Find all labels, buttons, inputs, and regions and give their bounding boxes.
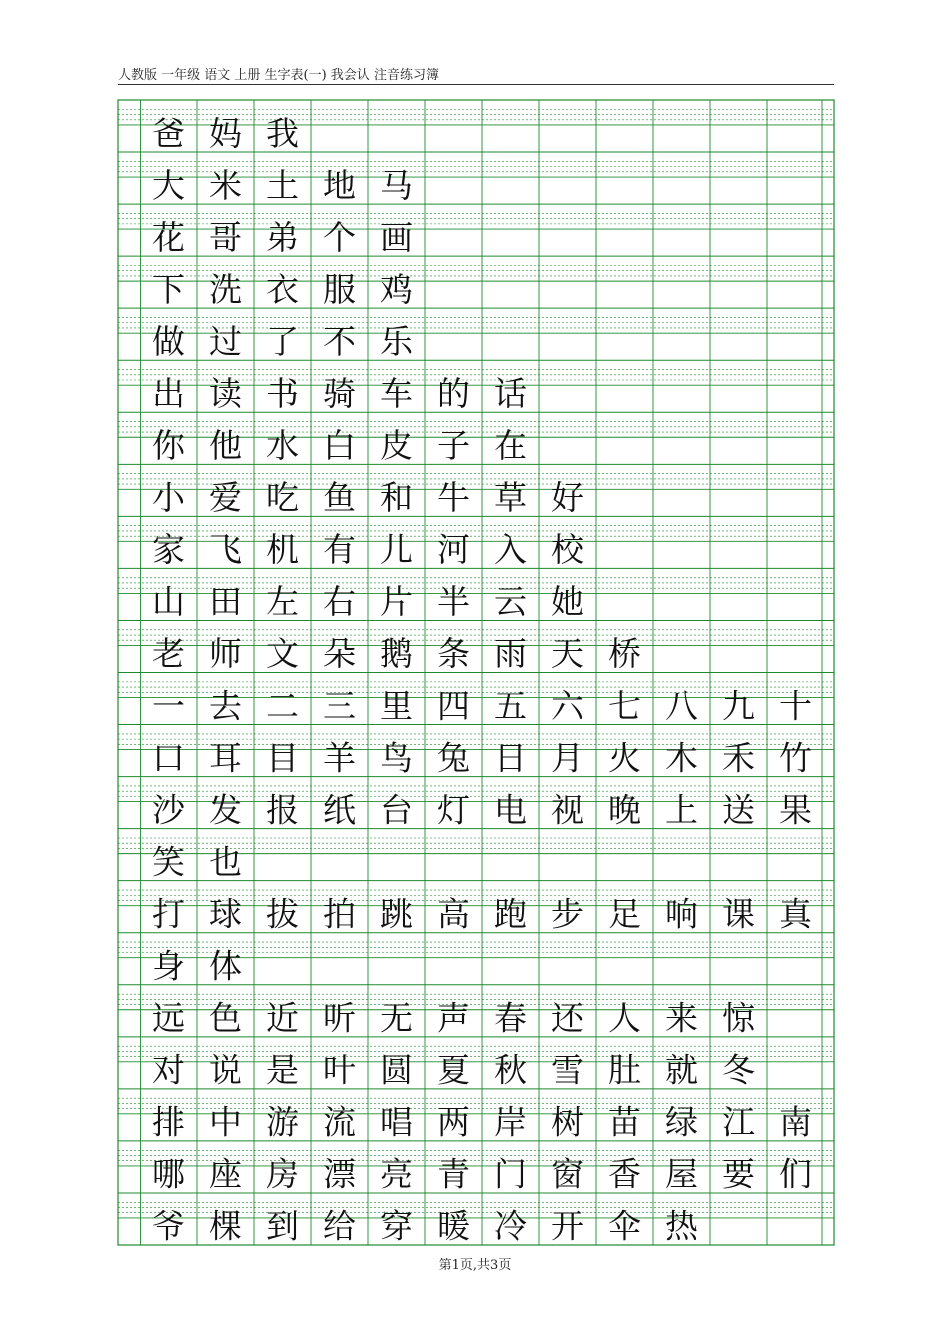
practice-character: 十 [779,686,812,726]
practice-character: 爸 [152,113,185,153]
practice-character: 爷 [152,1206,185,1246]
practice-character: 叶 [323,1050,356,1090]
practice-character: 漂 [323,1154,356,1194]
practice-character: 两 [437,1102,470,1142]
practice-character: 岸 [494,1102,527,1142]
practice-character: 拔 [266,894,299,934]
practice-character: 沙 [152,790,185,830]
practice-character: 个 [323,217,356,257]
practice-character: 报 [266,790,299,830]
practice-character: 笑 [152,842,185,882]
practice-character: 响 [665,894,698,934]
practice-character: 读 [209,373,242,413]
practice-character: 她 [551,582,584,622]
practice-character: 妈 [209,113,242,153]
practice-character: 服 [323,269,356,309]
practice-character: 入 [494,530,527,570]
practice-character: 草 [494,478,527,518]
practice-character: 家 [152,530,185,570]
practice-character: 体 [209,946,242,986]
practice-character: 棵 [209,1206,242,1246]
practice-character: 夏 [437,1050,470,1090]
practice-character: 屋 [665,1154,698,1194]
practice-character: 上 [665,790,698,830]
practice-character: 冷 [494,1206,527,1246]
practice-character: 有 [323,530,356,570]
practice-character: 惊 [722,998,755,1038]
practice-character: 雪 [551,1050,584,1090]
practice-character: 鹅 [380,634,413,674]
practice-character: 拍 [323,894,356,934]
practice-character: 出 [152,373,185,413]
practice-character: 绿 [665,1102,698,1142]
practice-character: 车 [380,373,413,413]
practice-character: 日 [494,738,527,778]
practice-character: 九 [722,686,755,726]
practice-character: 在 [494,426,527,466]
practice-character: 苗 [608,1102,641,1142]
practice-character: 南 [779,1102,812,1142]
practice-character: 桥 [608,634,641,674]
practice-character: 到 [266,1206,299,1246]
practice-character: 水 [266,426,299,466]
practice-character: 吃 [266,478,299,518]
practice-character: 台 [380,790,413,830]
practice-character: 田 [209,582,242,622]
practice-character: 八 [665,686,698,726]
practice-character: 高 [437,894,470,934]
practice-character: 飞 [209,530,242,570]
practice-character: 做 [152,321,185,361]
practice-character: 果 [779,790,812,830]
practice-character: 山 [152,582,185,622]
practice-character: 兔 [437,738,470,778]
practice-character: 不 [323,321,356,361]
practice-character: 是 [266,1050,299,1090]
practice-character: 肚 [608,1050,641,1090]
practice-character: 片 [380,582,413,622]
practice-character: 足 [608,894,641,934]
practice-character: 左 [266,582,299,622]
practice-character: 耳 [209,738,242,778]
practice-character: 冬 [722,1050,755,1090]
practice-character: 人 [608,998,641,1038]
practice-character: 春 [494,998,527,1038]
practice-character: 牛 [437,478,470,518]
practice-character: 说 [209,1050,242,1090]
practice-character: 晚 [608,790,641,830]
practice-character: 河 [437,530,470,570]
practice-character: 下 [152,269,185,309]
practice-character: 排 [152,1102,185,1142]
practice-character: 禾 [722,738,755,778]
practice-character: 火 [608,738,641,778]
practice-character: 秋 [494,1050,527,1090]
practice-character: 中 [209,1102,242,1142]
practice-character: 步 [551,894,584,934]
practice-character: 云 [494,582,527,622]
practice-character: 游 [266,1102,299,1142]
practice-character: 土 [266,165,299,205]
practice-character: 唱 [380,1102,413,1142]
practice-character: 你 [152,426,185,466]
practice-character: 纸 [323,790,356,830]
practice-character: 远 [152,998,185,1038]
practice-character: 我 [266,113,299,153]
practice-character: 七 [608,686,641,726]
practice-character: 天 [551,634,584,674]
practice-character: 热 [665,1206,698,1246]
practice-character: 爱 [209,478,242,518]
practice-character: 五 [494,686,527,726]
practice-character: 四 [437,686,470,726]
practice-character: 窗 [551,1154,584,1194]
practice-character: 大 [152,165,185,205]
practice-character: 声 [437,998,470,1038]
practice-character: 过 [209,321,242,361]
practice-character: 马 [380,165,413,205]
practice-character: 跑 [494,894,527,934]
practice-character: 流 [323,1102,356,1142]
practice-character: 哥 [209,217,242,257]
practice-character: 房 [266,1154,299,1194]
practice-character: 课 [722,894,755,934]
practice-character: 校 [551,530,584,570]
practice-character: 打 [152,894,185,934]
practice-character: 青 [437,1154,470,1194]
practice-character: 给 [323,1206,356,1246]
practice-character: 真 [779,894,812,934]
practice-character: 一 [152,686,185,726]
practice-character: 身 [152,946,185,986]
practice-character: 六 [551,686,584,726]
practice-character: 听 [323,998,356,1038]
practice-character: 江 [722,1102,755,1142]
practice-character: 子 [437,426,470,466]
practice-character: 乐 [380,321,413,361]
practice-character: 画 [380,217,413,257]
practice-character: 座 [209,1154,242,1194]
practice-character: 暖 [437,1206,470,1246]
practice-character: 衣 [266,269,299,309]
practice-character: 的 [437,373,470,413]
practice-character: 哪 [152,1154,185,1194]
practice-character: 老 [152,634,185,674]
practice-character: 发 [209,790,242,830]
practice-character: 米 [209,165,242,205]
practice-character: 香 [608,1154,641,1194]
practice-character: 白 [323,426,356,466]
practice-character: 开 [551,1206,584,1246]
practice-character: 亮 [380,1154,413,1194]
practice-character: 条 [437,634,470,674]
practice-character: 骑 [323,373,356,413]
practice-character: 伞 [608,1206,641,1246]
practice-character: 鸟 [380,738,413,778]
practice-character: 话 [494,373,527,413]
practice-character: 竹 [779,738,812,778]
practice-character: 跳 [380,894,413,934]
practice-character: 二 [266,686,299,726]
practice-character: 送 [722,790,755,830]
practice-character: 右 [323,582,356,622]
practice-character: 近 [266,998,299,1038]
practice-character: 对 [152,1050,185,1090]
practice-character: 羊 [323,738,356,778]
practice-character: 花 [152,217,185,257]
practice-character: 师 [209,634,242,674]
practice-character: 门 [494,1154,527,1194]
practice-character: 机 [266,530,299,570]
practice-character: 电 [494,790,527,830]
practice-character: 皮 [380,426,413,466]
practice-character: 儿 [380,530,413,570]
page-header: 人教版 一年级 语文 上册 生字表(一) 我会认 注音练习簿 [118,68,439,83]
practice-character: 书 [266,373,299,413]
practice-character: 月 [551,738,584,778]
practice-character: 鸡 [380,269,413,309]
practice-character: 好 [551,478,584,518]
practice-character: 就 [665,1050,698,1090]
practice-character: 灯 [437,790,470,830]
practice-character: 朵 [323,634,356,674]
practice-character: 去 [209,686,242,726]
practice-character: 口 [152,738,185,778]
practice-character: 地 [323,165,356,205]
practice-character: 来 [665,998,698,1038]
practice-character: 也 [209,842,242,882]
practice-character: 小 [152,478,185,518]
practice-character: 里 [380,686,413,726]
practice-character: 要 [722,1154,755,1194]
practice-character: 他 [209,426,242,466]
practice-character: 和 [380,478,413,518]
practice-character: 圆 [380,1050,413,1090]
practice-character: 弟 [266,217,299,257]
practice-character: 半 [437,582,470,622]
practice-character: 了 [266,321,299,361]
practice-character: 木 [665,738,698,778]
practice-character: 们 [779,1154,812,1194]
practice-character: 雨 [494,634,527,674]
page-footer: 第1页,共3页 [438,1258,512,1273]
practice-character: 鱼 [323,478,356,518]
practice-character: 目 [266,738,299,778]
practice-character: 视 [551,790,584,830]
practice-character: 洗 [209,269,242,309]
practice-character: 文 [266,634,299,674]
practice-character: 色 [209,998,242,1038]
practice-character: 球 [209,894,242,934]
practice-character: 无 [380,998,413,1038]
practice-character: 三 [323,686,356,726]
practice-character: 树 [551,1102,584,1142]
practice-character: 穿 [380,1206,413,1246]
practice-character: 还 [551,998,584,1038]
